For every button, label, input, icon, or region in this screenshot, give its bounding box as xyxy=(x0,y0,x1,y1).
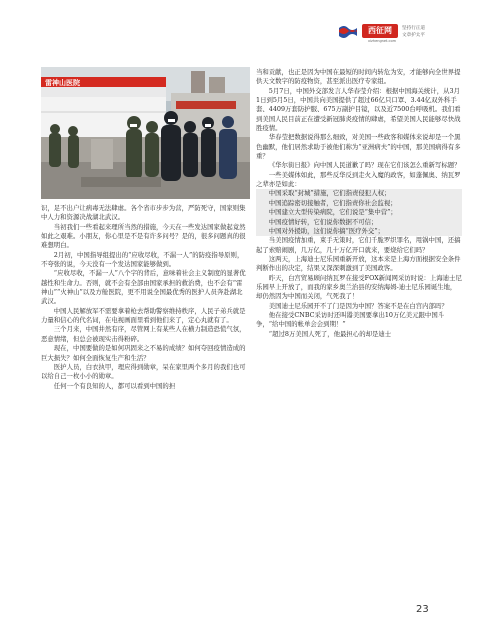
news-photo xyxy=(41,67,250,199)
quote-paragraph: 中国追踪密切接触者，它们指责你社会监视； xyxy=(256,199,462,208)
site-url: xizhengnet.com xyxy=(367,39,397,43)
photo-banner-text: 雷神山医院 xyxy=(45,79,80,87)
article-paragraph: 任何一个有良知的人，都可以看到中国的担 xyxy=(53,381,176,390)
article-paragraph: 中国人民解放军不需要拿着枪去帮助警察维持秩序，人民子弟兵就是力量和信心的代名词，在电视画面里看到他们来了，定心丸就有了。 xyxy=(41,306,246,325)
quote-paragraph: 中国对外援助，这们说你搞“医疗外交”； xyxy=(256,227,462,236)
quote-paragraph: 中国采取“封城”措施，它们指责侵犯人权； xyxy=(256,189,462,198)
article-paragraph: 当初我们一些看起来理所当然的措施，今天在一些发达国家做起竟然如此之艰难。小朋友，你心里是不是有许多问号？是的，很多问题真的很难想明白。 xyxy=(41,222,246,250)
article-paragraph: 2月初，中国指导组提出的“应收尽收，不漏一人”的防疫指导原则，不夸张的说，今天没有一个发达国家能够做到。 xyxy=(41,250,244,269)
quote-paragraph: 中国建立大型传染病院，它们说是“集中营”； xyxy=(256,208,462,217)
article-paragraph: 华春莹把数据说得那么细致，对美国一些政客和媒体来说却是一个黑色幽默，他们居然求助于被他们称为“亚洲病夫”的中国，那美国病得有多重？ xyxy=(256,133,461,161)
article-column-right xyxy=(256,68,462,339)
article-paragraph: 现在，中国要做的是如何巩固来之不易的成绩？如何夺回疫情造成的巨大损失？如何全面恢复生产和生活？ xyxy=(41,344,246,362)
article-paragraph: 昨天，白宫贸易顾问纳瓦罗在接受FOX新闻网采访时说：上海迪士尼乐园早上开放了，而我的家乡奥兰治县的安纳海姆-迪士尼乐园诞生地，却仍然因为中国而关闭，气死我了！ xyxy=(256,273,462,301)
article-paragraph: 这两天，上海迪士尼乐园重新开放，这本来是上海方面根据安全条件判断作出的决定，结果又深深刺激到了美国政客。 xyxy=(256,254,461,273)
site-logo: 西征网 xyxy=(362,24,398,38)
article-column-left xyxy=(41,204,247,391)
tagline-line-2: 文章护太平 xyxy=(402,33,425,38)
article-paragraph: 识，足不出户让病毒无法肆虐。各个省市步步为营，严防死守，国家则集中人力和资源决战湖北武汉。 xyxy=(41,204,246,222)
article-paragraph: “超过8万美国人死了，他最担心的却是迪士 xyxy=(268,329,392,338)
article-paragraph: 当美国疫情加重，束手无策时，它们千脆罗织罪名，甩锅中国，还搞起了索赔闹剧，几万亿，几十万亿开口就来，要烧给它们吗？ xyxy=(256,236,461,254)
photo-illustration xyxy=(41,67,250,199)
article-paragraph: 当和贡献，也正是因为中国在最短的时间内转危为安，才能够向全世界提供天文数字的防疫物资，甚至派出医疗专家组。 xyxy=(256,68,461,86)
article-paragraph: 《华尔街日报》向中国人民道歉了吗？现在它们该怎么重新写标题？ xyxy=(268,161,461,170)
article-paragraph: “应收尽收，不漏一人”八个字的背后，意味着社会主义制度的显著优越性和生命力。否则，就不会有全部由国家承担的救治费，也不会有“雷神山”“火神山”以及方舱医院，更不用说全国最优秀的医护人员奔赴湖北武汉。 xyxy=(41,269,246,306)
quote-paragraph: 中国疫情好转，它们说你数据不可信； xyxy=(256,218,462,227)
article-paragraph: 一些美媒体如此，那些反华反到走火入魔的政客，如蓬佩奥、纳瓦罗之辈亦是如此： xyxy=(256,170,461,189)
page-number: 23 xyxy=(416,604,429,615)
flag-icon xyxy=(338,24,358,38)
article-paragraph: 美国迪士尼乐园开不了门是因为中国？答案不是在白宫内部吗？ xyxy=(268,301,448,310)
article-paragraph: 他在接受CNBC采访时还叫嚣美国要拿出10万亿美元跟中国斗争，“给中国的帐单会会到期！” xyxy=(256,310,445,329)
article-paragraph: 三个月来，中国井然有序，尽管网上有某些人在横力制造恐慌气氛，恶意情绪，但总会被现实击得粉碎。 xyxy=(41,325,246,343)
tagline xyxy=(402,25,452,39)
article-paragraph: 医护人员，白衣执甲，理应得到勋章，呆在家里两个多月的我们也可以给自己一枚小小的勋章。 xyxy=(41,362,246,381)
article-paragraph: 5月7日，中国外交部发言人华春莹介绍：根据中国海关统计，从3月1日到5月5日，中国共向美国提供了超过66亿只口罩、3.44亿双外科手套、4409万套防护服、675万副护目镜，以及近7500台呼吸机。我们看到美国人民目前正在遭受新冠肺炎疫情的肆虐，希望美国人民能够尽快战胜疫情。 xyxy=(256,86,461,133)
tagline-line-1: 坚持行正道 xyxy=(402,26,425,31)
page-header xyxy=(0,10,480,54)
